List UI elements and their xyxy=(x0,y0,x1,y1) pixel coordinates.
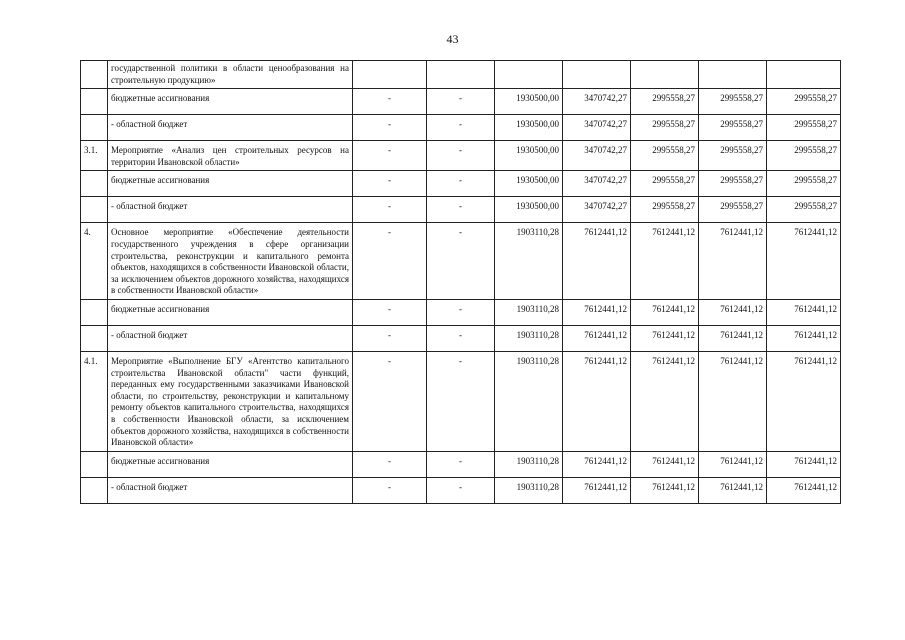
cell-year1: 1930500,00 xyxy=(495,115,563,141)
cell-col2: - xyxy=(427,115,495,141)
cell-year3: 7612441,12 xyxy=(631,477,699,503)
table-row xyxy=(81,451,841,477)
row-name: Основное мероприятие «Обеспечение деятельности государственного учреждения в сфере организации строительства, реконструкции и капитального ремонта объектов, находящихся в собственности Ивановской области, за исключением объектов дорожного хозяйства, находящихся в собственности Ивановской области» xyxy=(108,223,353,300)
cell-year2: 3470742,27 xyxy=(563,171,631,197)
cell-year2: 3470742,27 xyxy=(563,115,631,141)
cell-year1: 1903110,28 xyxy=(495,351,563,451)
cell-year1: 1930500,00 xyxy=(495,141,563,171)
table-row xyxy=(81,351,841,451)
table-row xyxy=(81,325,841,351)
cell-year2 xyxy=(563,61,631,89)
cell-year5: 7612441,12 xyxy=(767,325,841,351)
cell-col1: - xyxy=(353,299,427,325)
row-number xyxy=(81,451,108,477)
cell-col2: - xyxy=(427,299,495,325)
cell-year3: 7612441,12 xyxy=(631,299,699,325)
cell-col1: - xyxy=(353,223,427,300)
cell-year3 xyxy=(631,61,699,89)
cell-col1: - xyxy=(353,197,427,223)
row-number xyxy=(81,477,108,503)
cell-col1: - xyxy=(353,451,427,477)
cell-year5 xyxy=(767,61,841,89)
cell-year1: 1903110,28 xyxy=(495,477,563,503)
cell-col2: - xyxy=(427,351,495,451)
cell-year5: 2995558,27 xyxy=(767,115,841,141)
row-name: - областной бюджет xyxy=(108,115,353,141)
cell-year5: 2995558,27 xyxy=(767,197,841,223)
table-row xyxy=(81,115,841,141)
cell-year3: 7612441,12 xyxy=(631,351,699,451)
cell-year5: 7612441,12 xyxy=(767,451,841,477)
cell-year1: 1930500,00 xyxy=(495,171,563,197)
cell-col2: - xyxy=(427,451,495,477)
cell-year3: 2995558,27 xyxy=(631,171,699,197)
row-name: государственной политики в области ценообразования на строительную продукцию» xyxy=(108,61,353,89)
cell-year2: 7612441,12 xyxy=(563,477,631,503)
cell-year1: 1903110,28 xyxy=(495,299,563,325)
cell-year2: 3470742,27 xyxy=(563,89,631,115)
row-name: бюджетные ассигнования xyxy=(108,89,353,115)
cell-col1 xyxy=(353,61,427,89)
cell-year5: 7612441,12 xyxy=(767,299,841,325)
cell-col2: - xyxy=(427,325,495,351)
cell-year4: 7612441,12 xyxy=(699,223,767,300)
cell-col2: - xyxy=(427,197,495,223)
row-name: - областной бюджет xyxy=(108,325,353,351)
cell-year2: 7612441,12 xyxy=(563,223,631,300)
cell-year3: 7612441,12 xyxy=(631,325,699,351)
cell-col1: - xyxy=(353,89,427,115)
cell-year1 xyxy=(495,61,563,89)
cell-year4: 2995558,27 xyxy=(699,197,767,223)
row-number xyxy=(81,299,108,325)
cell-year3: 2995558,27 xyxy=(631,89,699,115)
cell-year4: 7612441,12 xyxy=(699,477,767,503)
cell-year1: 1903110,28 xyxy=(495,451,563,477)
cell-year2: 3470742,27 xyxy=(563,141,631,171)
cell-col1: - xyxy=(353,351,427,451)
row-name: бюджетные ассигнования xyxy=(108,299,353,325)
row-number xyxy=(81,197,108,223)
cell-year4: 7612441,12 xyxy=(699,351,767,451)
cell-year4: 7612441,12 xyxy=(699,299,767,325)
cell-year1: 1903110,28 xyxy=(495,325,563,351)
cell-year4: 2995558,27 xyxy=(699,141,767,171)
cell-year2: 7612441,12 xyxy=(563,325,631,351)
cell-col1: - xyxy=(353,171,427,197)
row-name: - областной бюджет xyxy=(108,477,353,503)
row-number xyxy=(81,171,108,197)
cell-year5: 2995558,27 xyxy=(767,141,841,171)
cell-year2: 7612441,12 xyxy=(563,451,631,477)
cell-year3: 2995558,27 xyxy=(631,197,699,223)
cell-year4: 7612441,12 xyxy=(699,451,767,477)
table-row xyxy=(81,89,841,115)
cell-col2: - xyxy=(427,89,495,115)
cell-year2: 3470742,27 xyxy=(563,197,631,223)
cell-col1: - xyxy=(353,325,427,351)
cell-col1: - xyxy=(353,141,427,171)
cell-year2: 7612441,12 xyxy=(563,299,631,325)
cell-col1: - xyxy=(353,115,427,141)
cell-year5: 7612441,12 xyxy=(767,351,841,451)
row-number xyxy=(81,115,108,141)
cell-year5: 2995558,27 xyxy=(767,171,841,197)
row-name: бюджетные ассигнования xyxy=(108,451,353,477)
cell-year1: 1930500,00 xyxy=(495,89,563,115)
cell-col2 xyxy=(427,61,495,89)
row-name: Мероприятие «Выполнение БГУ «Агентство капитального строительства Ивановской области" части функций, переданных ему государственными заказчиками Ивановской области, по строительству, реконструкции и капитальному ремонту объектов капитального строительства, находящихся в собственности Ивановской области, за исключением объектов дорожного хозяйства, находящихся в собственности Ивановской области» xyxy=(108,351,353,451)
cell-year5: 7612441,12 xyxy=(767,223,841,300)
table-row xyxy=(81,61,841,89)
cell-year4: 2995558,27 xyxy=(699,89,767,115)
table-row xyxy=(81,223,841,300)
cell-year1: 1903110,28 xyxy=(495,223,563,300)
cell-year2: 7612441,12 xyxy=(563,351,631,451)
table-row xyxy=(81,299,841,325)
cell-year5: 2995558,27 xyxy=(767,89,841,115)
row-number: 4. xyxy=(81,223,108,300)
budget-table xyxy=(80,60,841,504)
row-name: Мероприятие «Анализ цен строительных ресурсов на территории Ивановской области» xyxy=(108,141,353,171)
cell-col2: - xyxy=(427,141,495,171)
row-name: - областной бюджет xyxy=(108,197,353,223)
cell-year3: 2995558,27 xyxy=(631,141,699,171)
cell-year3: 7612441,12 xyxy=(631,223,699,300)
page-number: 43 xyxy=(446,32,459,46)
table-row xyxy=(81,141,841,171)
table-row xyxy=(81,171,841,197)
table-row xyxy=(81,477,841,503)
cell-year1: 1930500,00 xyxy=(495,197,563,223)
row-number xyxy=(81,61,108,89)
row-number: 4.1. xyxy=(81,351,108,451)
cell-year3: 7612441,12 xyxy=(631,451,699,477)
cell-col2: - xyxy=(427,477,495,503)
cell-year4: 2995558,27 xyxy=(699,171,767,197)
cell-year4: 7612441,12 xyxy=(699,325,767,351)
cell-col1: - xyxy=(353,477,427,503)
row-number xyxy=(81,325,108,351)
table-row xyxy=(81,197,841,223)
cell-year4 xyxy=(699,61,767,89)
row-number xyxy=(81,89,108,115)
cell-year4: 2995558,27 xyxy=(699,115,767,141)
cell-col2: - xyxy=(427,223,495,300)
cell-col2: - xyxy=(427,171,495,197)
cell-year5: 7612441,12 xyxy=(767,477,841,503)
cell-year3: 2995558,27 xyxy=(631,115,699,141)
row-number: 3.1. xyxy=(81,141,108,171)
row-name: бюджетные ассигнования xyxy=(108,171,353,197)
